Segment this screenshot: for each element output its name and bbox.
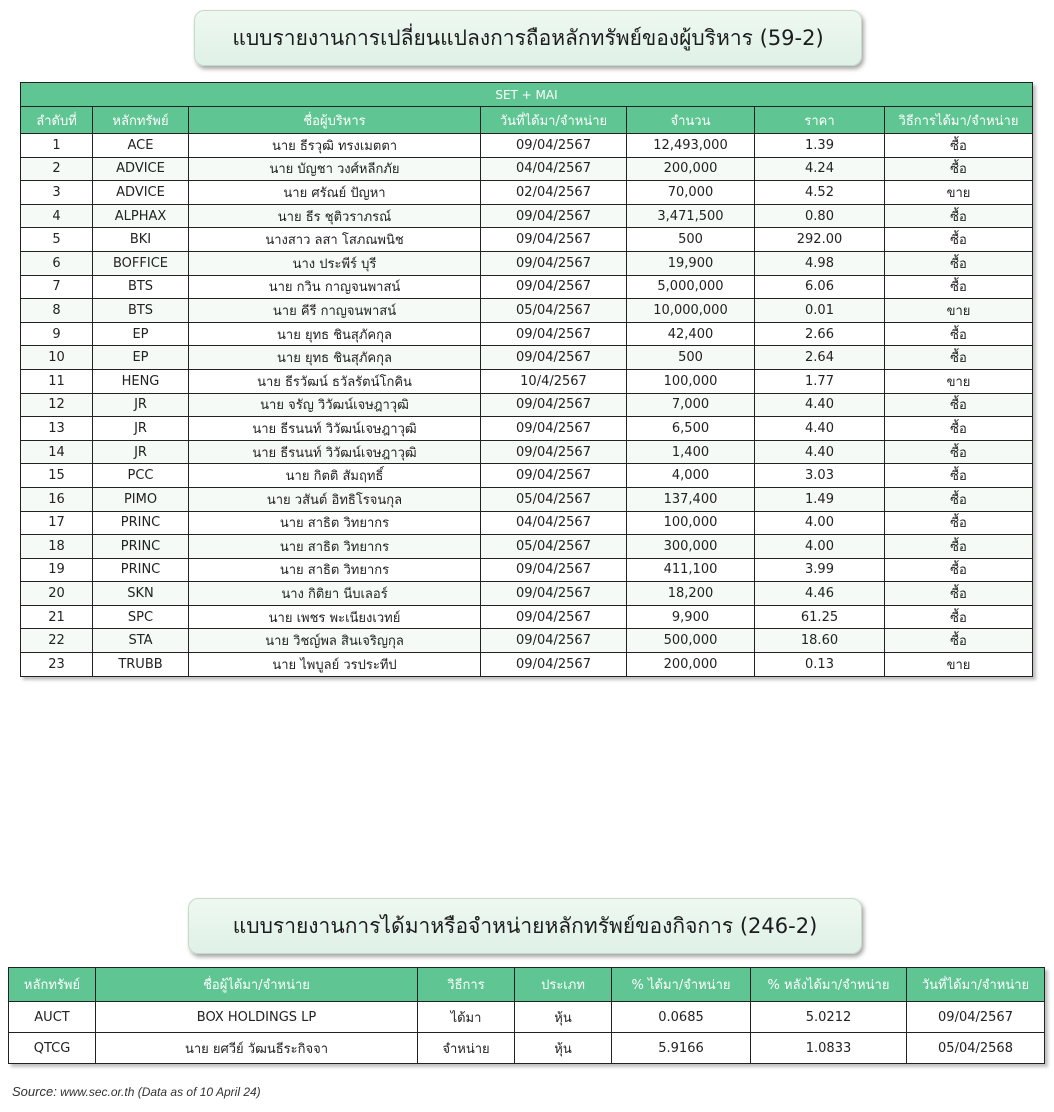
cell-method: ซื้อ bbox=[885, 558, 1033, 582]
cell-executive-name: นาย ธีรนนท์ วิวัฒน์เจษฎาวุฒิ bbox=[189, 440, 481, 464]
cell-security: ADVICE bbox=[93, 157, 189, 181]
column-header-security: หลักทรัพย์ bbox=[9, 968, 96, 1002]
table-row bbox=[21, 251, 1033, 275]
cell-order: 21 bbox=[21, 605, 93, 629]
cell-method: ซื้อ bbox=[885, 535, 1033, 559]
cell-percent-after: 1.0833 bbox=[751, 1033, 907, 1064]
cell-date: 02/04/2567 bbox=[481, 181, 627, 205]
cell-method: ขาย bbox=[885, 369, 1033, 393]
cell-method: ขาย bbox=[885, 299, 1033, 323]
cell-order: 7 bbox=[21, 275, 93, 299]
cell-order: 5 bbox=[21, 228, 93, 252]
cell-method: ขาย bbox=[885, 653, 1033, 677]
cell-method: ซื้อ bbox=[885, 134, 1033, 158]
cell-volume: 9,900 bbox=[627, 605, 755, 629]
table-row bbox=[21, 228, 1033, 252]
cell-date: 09/04/2567 bbox=[481, 629, 627, 653]
cell-volume: 6,500 bbox=[627, 417, 755, 441]
cell-volume: 200,000 bbox=[627, 653, 755, 677]
cell-method: ซื้อ bbox=[885, 251, 1033, 275]
table-row bbox=[21, 464, 1033, 488]
cell-method: ซื้อ bbox=[885, 464, 1033, 488]
cell-price: 6.06 bbox=[755, 275, 885, 299]
cell-security: PRINC bbox=[93, 558, 189, 582]
cell-acquirer-name: BOX HOLDINGS LP bbox=[96, 1002, 418, 1033]
table-row bbox=[21, 134, 1033, 158]
market-group-header: SET + MAI bbox=[21, 83, 1033, 107]
cell-executive-name: นาย สาธิต วิทยากร bbox=[189, 558, 481, 582]
cell-price: 0.13 bbox=[755, 653, 885, 677]
table-row bbox=[21, 417, 1033, 441]
cell-date: 09/04/2567 bbox=[907, 1002, 1045, 1033]
cell-volume: 5,000,000 bbox=[627, 275, 755, 299]
cell-date: 09/04/2567 bbox=[481, 582, 627, 606]
table-row bbox=[9, 1033, 1045, 1064]
cell-method: ได้มา bbox=[418, 1002, 515, 1033]
cell-price: 4.40 bbox=[755, 417, 885, 441]
cell-percent-change: 5.9166 bbox=[612, 1033, 751, 1064]
table-row bbox=[21, 346, 1033, 370]
company-acquisition-body bbox=[9, 1002, 1045, 1064]
cell-date: 09/04/2567 bbox=[481, 653, 627, 677]
cell-price: 4.98 bbox=[755, 251, 885, 275]
executive-holdings-table bbox=[20, 82, 1033, 677]
cell-security: ALPHAX bbox=[93, 204, 189, 228]
cell-order: 16 bbox=[21, 487, 93, 511]
cell-executive-name: นาย ศรัณย์ ปัญหา bbox=[189, 181, 481, 205]
cell-executive-name: นาย ธีรวัฒน์ ธวัลรัตน์โกคิน bbox=[189, 369, 481, 393]
cell-percent-after: 5.0212 bbox=[751, 1002, 907, 1033]
cell-price: 3.03 bbox=[755, 464, 885, 488]
cell-volume: 500 bbox=[627, 228, 755, 252]
cell-volume: 42,400 bbox=[627, 322, 755, 346]
cell-volume: 100,000 bbox=[627, 511, 755, 535]
column-header-percent-change: % ได้มา/จำหน่าย bbox=[612, 968, 751, 1002]
executive-holdings-body bbox=[21, 134, 1033, 677]
table-row bbox=[21, 157, 1033, 181]
column-header-method: วิธีการได้มา/จำหน่าย bbox=[885, 107, 1033, 134]
cell-order: 9 bbox=[21, 322, 93, 346]
column-header-executive-name: ชื่อผู้บริหาร bbox=[189, 107, 481, 134]
cell-volume: 1,400 bbox=[627, 440, 755, 464]
column-header-method: วิธีการ bbox=[418, 968, 515, 1002]
cell-executive-name: นาย เพชร พะเนียงเวทย์ bbox=[189, 605, 481, 629]
cell-method: ซื้อ bbox=[885, 346, 1033, 370]
cell-date: 09/04/2567 bbox=[481, 322, 627, 346]
cell-price: 1.39 bbox=[755, 134, 885, 158]
cell-date: 09/04/2567 bbox=[481, 558, 627, 582]
column-header-price: ราคา bbox=[755, 107, 885, 134]
cell-volume: 411,100 bbox=[627, 558, 755, 582]
cell-price: 4.24 bbox=[755, 157, 885, 181]
source-text: www.sec.or.th (Data as of 10 April 24) bbox=[56, 1085, 261, 1099]
cell-date: 05/04/2567 bbox=[481, 299, 627, 323]
cell-price: 0.80 bbox=[755, 204, 885, 228]
cell-volume: 500,000 bbox=[627, 629, 755, 653]
table-row bbox=[21, 605, 1033, 629]
cell-price: 0.01 bbox=[755, 299, 885, 323]
cell-security: EP bbox=[93, 346, 189, 370]
column-header-date: วันที่ได้มา/จำหน่าย bbox=[481, 107, 627, 134]
cell-volume: 200,000 bbox=[627, 157, 755, 181]
cell-order: 4 bbox=[21, 204, 93, 228]
cell-security: ADVICE bbox=[93, 181, 189, 205]
cell-order: 6 bbox=[21, 251, 93, 275]
cell-executive-name: นาย ธีร ชุติวราภรณ์ bbox=[189, 204, 481, 228]
cell-volume: 12,493,000 bbox=[627, 134, 755, 158]
cell-order: 11 bbox=[21, 369, 93, 393]
cell-date: 09/04/2567 bbox=[481, 204, 627, 228]
column-header-type: ประเภท bbox=[515, 968, 612, 1002]
cell-date: 09/04/2567 bbox=[481, 464, 627, 488]
cell-executive-name: นาย สาธิต วิทยากร bbox=[189, 535, 481, 559]
cell-price: 4.40 bbox=[755, 393, 885, 417]
cell-method: ซื้อ bbox=[885, 440, 1033, 464]
cell-executive-name: นาย สาธิต วิทยากร bbox=[189, 511, 481, 535]
cell-price: 4.40 bbox=[755, 440, 885, 464]
cell-executive-name: นาย ยุทธ ชินสุภัคกุล bbox=[189, 346, 481, 370]
source-label: Source: bbox=[12, 1084, 57, 1099]
cell-date: 09/04/2567 bbox=[481, 393, 627, 417]
cell-order: 10 bbox=[21, 346, 93, 370]
cell-security: SKN bbox=[93, 582, 189, 606]
cell-security: JR bbox=[93, 393, 189, 417]
table-row bbox=[21, 511, 1033, 535]
cell-date: 04/04/2567 bbox=[481, 157, 627, 181]
table-row bbox=[21, 299, 1033, 323]
cell-volume: 70,000 bbox=[627, 181, 755, 205]
cell-order: 23 bbox=[21, 653, 93, 677]
cell-security: BOFFICE bbox=[93, 251, 189, 275]
cell-executive-name: นาย กิตติ สัมฤทธิ์ bbox=[189, 464, 481, 488]
cell-security: PCC bbox=[93, 464, 189, 488]
cell-executive-name: นาย ธีรนนท์ วิวัฒน์เจษฎาวุฒิ bbox=[189, 417, 481, 441]
cell-security: SPC bbox=[93, 605, 189, 629]
table-row bbox=[21, 582, 1033, 606]
cell-price: 2.64 bbox=[755, 346, 885, 370]
column-header-percent-after: % หลังได้มา/จำหน่าย bbox=[751, 968, 907, 1002]
cell-executive-name: นาย ยุทธ ชินสุภัคกุล bbox=[189, 322, 481, 346]
table-row bbox=[21, 440, 1033, 464]
table-header-row bbox=[9, 968, 1045, 1002]
table-row bbox=[21, 275, 1033, 299]
cell-executive-name: นาย วิชญ์พล สินเจริญกุล bbox=[189, 629, 481, 653]
cell-executive-name: นาง ประพีร์ บุรี bbox=[189, 251, 481, 275]
cell-security: PRINC bbox=[93, 511, 189, 535]
cell-security: BKI bbox=[93, 228, 189, 252]
cell-date: 10/4/2567 bbox=[481, 369, 627, 393]
cell-executive-name: นางสาว ลสา โสภณพนิช bbox=[189, 228, 481, 252]
cell-security: STA bbox=[93, 629, 189, 653]
cell-type: หุ้น bbox=[515, 1033, 612, 1064]
table-row bbox=[21, 558, 1033, 582]
cell-method: ซื้อ bbox=[885, 393, 1033, 417]
cell-volume: 500 bbox=[627, 346, 755, 370]
source-note bbox=[12, 1084, 261, 1099]
cell-price: 4.00 bbox=[755, 535, 885, 559]
cell-method: ซื้อ bbox=[885, 275, 1033, 299]
cell-method: จำหน่าย bbox=[418, 1033, 515, 1064]
cell-order: 3 bbox=[21, 181, 93, 205]
table-row bbox=[21, 369, 1033, 393]
cell-method: ซื้อ bbox=[885, 605, 1033, 629]
cell-price: 3.99 bbox=[755, 558, 885, 582]
cell-order: 18 bbox=[21, 535, 93, 559]
cell-order: 2 bbox=[21, 157, 93, 181]
cell-security: PRINC bbox=[93, 535, 189, 559]
cell-security: JR bbox=[93, 417, 189, 441]
cell-order: 13 bbox=[21, 417, 93, 441]
report2-title-banner bbox=[188, 898, 862, 954]
cell-executive-name: นาย บัญชา วงศ์หลีกภัย bbox=[189, 157, 481, 181]
cell-executive-name: นาย กวิน กาญจนพาสน์ bbox=[189, 275, 481, 299]
cell-security: ACE bbox=[93, 134, 189, 158]
company-acquisition-table bbox=[8, 967, 1045, 1064]
cell-order: 14 bbox=[21, 440, 93, 464]
cell-price: 1.77 bbox=[755, 369, 885, 393]
cell-volume: 10,000,000 bbox=[627, 299, 755, 323]
cell-type: หุ้น bbox=[515, 1002, 612, 1033]
cell-security: BTS bbox=[93, 275, 189, 299]
cell-method: ซื้อ bbox=[885, 322, 1033, 346]
table-row bbox=[9, 1002, 1045, 1033]
cell-method: ซื้อ bbox=[885, 582, 1033, 606]
cell-method: ซื้อ bbox=[885, 629, 1033, 653]
cell-executive-name: นาง กิติยา นีบเลอร์ bbox=[189, 582, 481, 606]
cell-order: 20 bbox=[21, 582, 93, 606]
cell-date: 09/04/2567 bbox=[481, 134, 627, 158]
cell-date: 05/04/2567 bbox=[481, 487, 627, 511]
cell-percent-change: 0.0685 bbox=[612, 1002, 751, 1033]
cell-security: AUCT bbox=[9, 1002, 96, 1033]
cell-date: 04/04/2567 bbox=[481, 511, 627, 535]
table-row bbox=[21, 487, 1033, 511]
column-header-date: วันที่ได้มา/จำหน่าย bbox=[907, 968, 1045, 1002]
cell-executive-name: นาย วสันต์ อิทธิโรจนกุล bbox=[189, 487, 481, 511]
cell-volume: 100,000 bbox=[627, 369, 755, 393]
column-header-order: ลำดับที่ bbox=[21, 107, 93, 134]
column-header-security: หลักทรัพย์ bbox=[93, 107, 189, 134]
table-row bbox=[21, 204, 1033, 228]
cell-executive-name: นาย ธีรวุฒิ ทรงเมตตา bbox=[189, 134, 481, 158]
cell-method: ซื้อ bbox=[885, 204, 1033, 228]
cell-date: 05/04/2567 bbox=[481, 535, 627, 559]
cell-date: 09/04/2567 bbox=[481, 275, 627, 299]
cell-date: 09/04/2567 bbox=[481, 251, 627, 275]
cell-method: ซื้อ bbox=[885, 417, 1033, 441]
cell-volume: 19,900 bbox=[627, 251, 755, 275]
cell-volume: 137,400 bbox=[627, 487, 755, 511]
cell-price: 18.60 bbox=[755, 629, 885, 653]
cell-method: ซื้อ bbox=[885, 511, 1033, 535]
cell-order: 1 bbox=[21, 134, 93, 158]
cell-date: 09/04/2567 bbox=[481, 605, 627, 629]
cell-order: 17 bbox=[21, 511, 93, 535]
cell-order: 22 bbox=[21, 629, 93, 653]
cell-price: 1.49 bbox=[755, 487, 885, 511]
cell-executive-name: นาย ไพบูลย์ วรประทีป bbox=[189, 653, 481, 677]
cell-volume: 7,000 bbox=[627, 393, 755, 417]
cell-security: QTCG bbox=[9, 1033, 96, 1064]
cell-volume: 300,000 bbox=[627, 535, 755, 559]
cell-price: 4.46 bbox=[755, 582, 885, 606]
cell-method: ซื้อ bbox=[885, 228, 1033, 252]
cell-volume: 3,471,500 bbox=[627, 204, 755, 228]
cell-method: ขาย bbox=[885, 181, 1033, 205]
cell-method: ซื้อ bbox=[885, 157, 1033, 181]
table-row bbox=[21, 322, 1033, 346]
table-row bbox=[21, 535, 1033, 559]
cell-order: 8 bbox=[21, 299, 93, 323]
report1-title-banner bbox=[194, 10, 862, 66]
cell-security: EP bbox=[93, 322, 189, 346]
cell-security: PIMO bbox=[93, 487, 189, 511]
cell-date: 09/04/2567 bbox=[481, 417, 627, 441]
cell-order: 12 bbox=[21, 393, 93, 417]
table-row bbox=[21, 653, 1033, 677]
cell-date: 05/04/2568 bbox=[907, 1033, 1045, 1064]
cell-executive-name: นาย จรัญ วิวัฒน์เจษฎาวุฒิ bbox=[189, 393, 481, 417]
column-header-volume: จำนวน bbox=[627, 107, 755, 134]
cell-order: 15 bbox=[21, 464, 93, 488]
cell-security: TRUBB bbox=[93, 653, 189, 677]
cell-security: HENG bbox=[93, 369, 189, 393]
cell-date: 09/04/2567 bbox=[481, 346, 627, 370]
cell-date: 09/04/2567 bbox=[481, 228, 627, 252]
cell-volume: 18,200 bbox=[627, 582, 755, 606]
cell-price: 4.52 bbox=[755, 181, 885, 205]
cell-price: 4.00 bbox=[755, 511, 885, 535]
cell-security: BTS bbox=[93, 299, 189, 323]
cell-executive-name: นาย คีรี กาญจนพาสน์ bbox=[189, 299, 481, 323]
table-row bbox=[21, 181, 1033, 205]
cell-price: 61.25 bbox=[755, 605, 885, 629]
cell-order: 19 bbox=[21, 558, 93, 582]
cell-method: ซื้อ bbox=[885, 487, 1033, 511]
cell-acquirer-name: นาย ยศวีย์ วัฒนธีระกิจจา bbox=[96, 1033, 418, 1064]
table-header-row bbox=[21, 107, 1033, 134]
report2-title: แบบรายงานการได้มาหรือจำหน่ายหลักทรัพย์ของกิจการ (246-2) bbox=[232, 913, 818, 938]
cell-price: 2.66 bbox=[755, 322, 885, 346]
cell-date: 09/04/2567 bbox=[481, 440, 627, 464]
report1-title: แบบรายงานการเปลี่ยนแปลงการถือหลักทรัพย์ของผู้บริหาร (59-2) bbox=[232, 25, 824, 50]
column-header-acquirer-name: ชื่อผู้ได้มา/จำหน่าย bbox=[96, 968, 418, 1002]
cell-volume: 4,000 bbox=[627, 464, 755, 488]
cell-security: JR bbox=[93, 440, 189, 464]
table-row bbox=[21, 393, 1033, 417]
table-row bbox=[21, 629, 1033, 653]
cell-price: 292.00 bbox=[755, 228, 885, 252]
